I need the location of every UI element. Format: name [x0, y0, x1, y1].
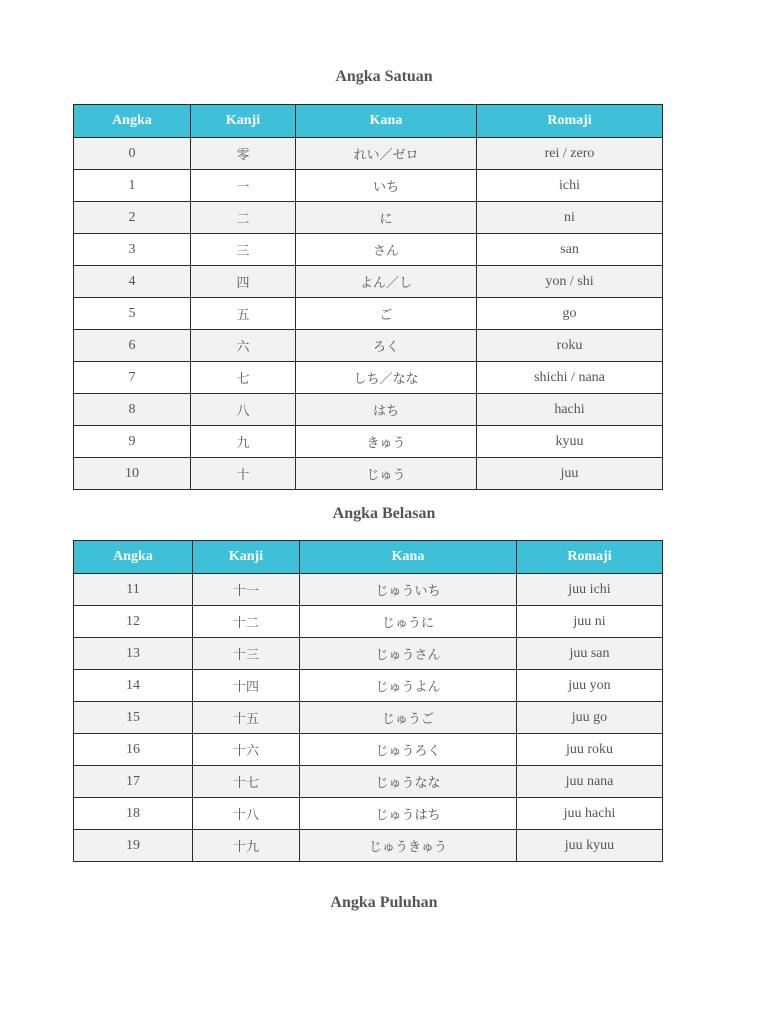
cell-kanji: 零 — [191, 138, 296, 170]
table-row — [74, 458, 663, 490]
cell-angka: 3 — [74, 234, 191, 266]
cell-kana: じゅうろく — [300, 734, 517, 766]
cell-kana: よん／し — [296, 266, 477, 298]
cell-romaji: juu kyuu — [517, 830, 663, 862]
table-row — [74, 670, 663, 702]
table-row — [74, 266, 663, 298]
table-row — [74, 606, 663, 638]
section-title-belasan: Angka Belasan — [332, 505, 436, 522]
cell-kana: はち — [296, 394, 477, 426]
table-row — [74, 138, 663, 170]
cell-kanji: 十九 — [193, 830, 300, 862]
header-kana: Kana — [296, 105, 477, 138]
cell-kanji: 十三 — [193, 638, 300, 670]
cell-romaji: ichi — [477, 170, 663, 202]
section-title-puluhan: Angka Puluhan — [330, 894, 438, 911]
cell-angka: 7 — [74, 362, 191, 394]
cell-romaji: juu ichi — [517, 574, 663, 606]
cell-kana: じゅうご — [300, 702, 517, 734]
cell-angka: 0 — [74, 138, 191, 170]
table-row — [74, 426, 663, 458]
cell-kana: いち — [296, 170, 477, 202]
cell-kanji: 五 — [191, 298, 296, 330]
cell-angka: 6 — [74, 330, 191, 362]
table-row — [74, 234, 663, 266]
table-row — [74, 830, 663, 862]
cell-romaji: juu nana — [517, 766, 663, 798]
cell-kana: じゅうよん — [300, 670, 517, 702]
cell-romaji: kyuu — [477, 426, 663, 458]
cell-angka: 19 — [74, 830, 193, 862]
cell-angka: 9 — [74, 426, 191, 458]
table-row — [74, 330, 663, 362]
cell-kanji: 一 — [191, 170, 296, 202]
header-kana: Kana — [300, 541, 517, 574]
cell-angka: 13 — [74, 638, 193, 670]
cell-romaji: juu yon — [517, 670, 663, 702]
cell-angka: 18 — [74, 798, 193, 830]
cell-romaji: roku — [477, 330, 663, 362]
table-row — [74, 170, 663, 202]
cell-kana: じゅうきゅう — [300, 830, 517, 862]
cell-kanji: 十八 — [193, 798, 300, 830]
header-angka: Angka — [74, 541, 193, 574]
header-angka: Angka — [74, 105, 191, 138]
cell-romaji: shichi / nana — [477, 362, 663, 394]
cell-kana: じゅうに — [300, 606, 517, 638]
cell-angka: 10 — [74, 458, 191, 490]
cell-angka: 5 — [74, 298, 191, 330]
cell-kana: じゅうなな — [300, 766, 517, 798]
table-header-row — [74, 105, 663, 138]
cell-kana: しち／なな — [296, 362, 477, 394]
cell-romaji: go — [477, 298, 663, 330]
cell-romaji: juu — [477, 458, 663, 490]
cell-kanji: 十四 — [193, 670, 300, 702]
cell-angka: 2 — [74, 202, 191, 234]
cell-kana: さん — [296, 234, 477, 266]
cell-kanji: 十六 — [193, 734, 300, 766]
cell-angka: 4 — [74, 266, 191, 298]
cell-kana: れい／ゼロ — [296, 138, 477, 170]
cell-angka: 11 — [74, 574, 193, 606]
section-title-satuan: Angka Satuan — [335, 68, 433, 85]
cell-kana: じゅうはち — [300, 798, 517, 830]
cell-romaji: juu hachi — [517, 798, 663, 830]
header-romaji: Romaji — [477, 105, 663, 138]
cell-romaji: rei / zero — [477, 138, 663, 170]
header-kanji: Kanji — [193, 541, 300, 574]
cell-kanji: 三 — [191, 234, 296, 266]
table-satuan — [73, 104, 663, 490]
cell-angka: 16 — [74, 734, 193, 766]
cell-kana: じゅういち — [300, 574, 517, 606]
cell-kanji: 六 — [191, 330, 296, 362]
cell-kana: じゅう — [296, 458, 477, 490]
cell-romaji: juu roku — [517, 734, 663, 766]
header-kanji: Kanji — [191, 105, 296, 138]
cell-romaji: ni — [477, 202, 663, 234]
cell-angka: 14 — [74, 670, 193, 702]
cell-kanji: 十 — [191, 458, 296, 490]
cell-kanji: 二 — [191, 202, 296, 234]
cell-kanji: 十七 — [193, 766, 300, 798]
cell-kanji: 十五 — [193, 702, 300, 734]
table-header-row — [74, 541, 663, 574]
cell-kanji: 七 — [191, 362, 296, 394]
table-row — [74, 798, 663, 830]
table-belasan — [73, 540, 663, 862]
cell-kanji: 十二 — [193, 606, 300, 638]
cell-kana: じゅうさん — [300, 638, 517, 670]
cell-romaji: hachi — [477, 394, 663, 426]
cell-romaji: juu san — [517, 638, 663, 670]
table-row — [74, 298, 663, 330]
cell-angka: 12 — [74, 606, 193, 638]
cell-angka: 1 — [74, 170, 191, 202]
table-row — [74, 638, 663, 670]
cell-kana: ろく — [296, 330, 477, 362]
cell-kana: ご — [296, 298, 477, 330]
cell-kana: に — [296, 202, 477, 234]
cell-kana: きゅう — [296, 426, 477, 458]
table-row — [74, 702, 663, 734]
table-row — [74, 574, 663, 606]
cell-romaji: yon / shi — [477, 266, 663, 298]
table-row — [74, 362, 663, 394]
table-row — [74, 766, 663, 798]
cell-kanji: 九 — [191, 426, 296, 458]
cell-kanji: 四 — [191, 266, 296, 298]
cell-kanji: 八 — [191, 394, 296, 426]
cell-angka: 17 — [74, 766, 193, 798]
cell-romaji: juu ni — [517, 606, 663, 638]
cell-romaji: juu go — [517, 702, 663, 734]
table-row — [74, 202, 663, 234]
header-romaji: Romaji — [517, 541, 663, 574]
cell-angka: 8 — [74, 394, 191, 426]
table-row — [74, 394, 663, 426]
cell-romaji: san — [477, 234, 663, 266]
cell-kanji: 十一 — [193, 574, 300, 606]
cell-angka: 15 — [74, 702, 193, 734]
table-row — [74, 734, 663, 766]
